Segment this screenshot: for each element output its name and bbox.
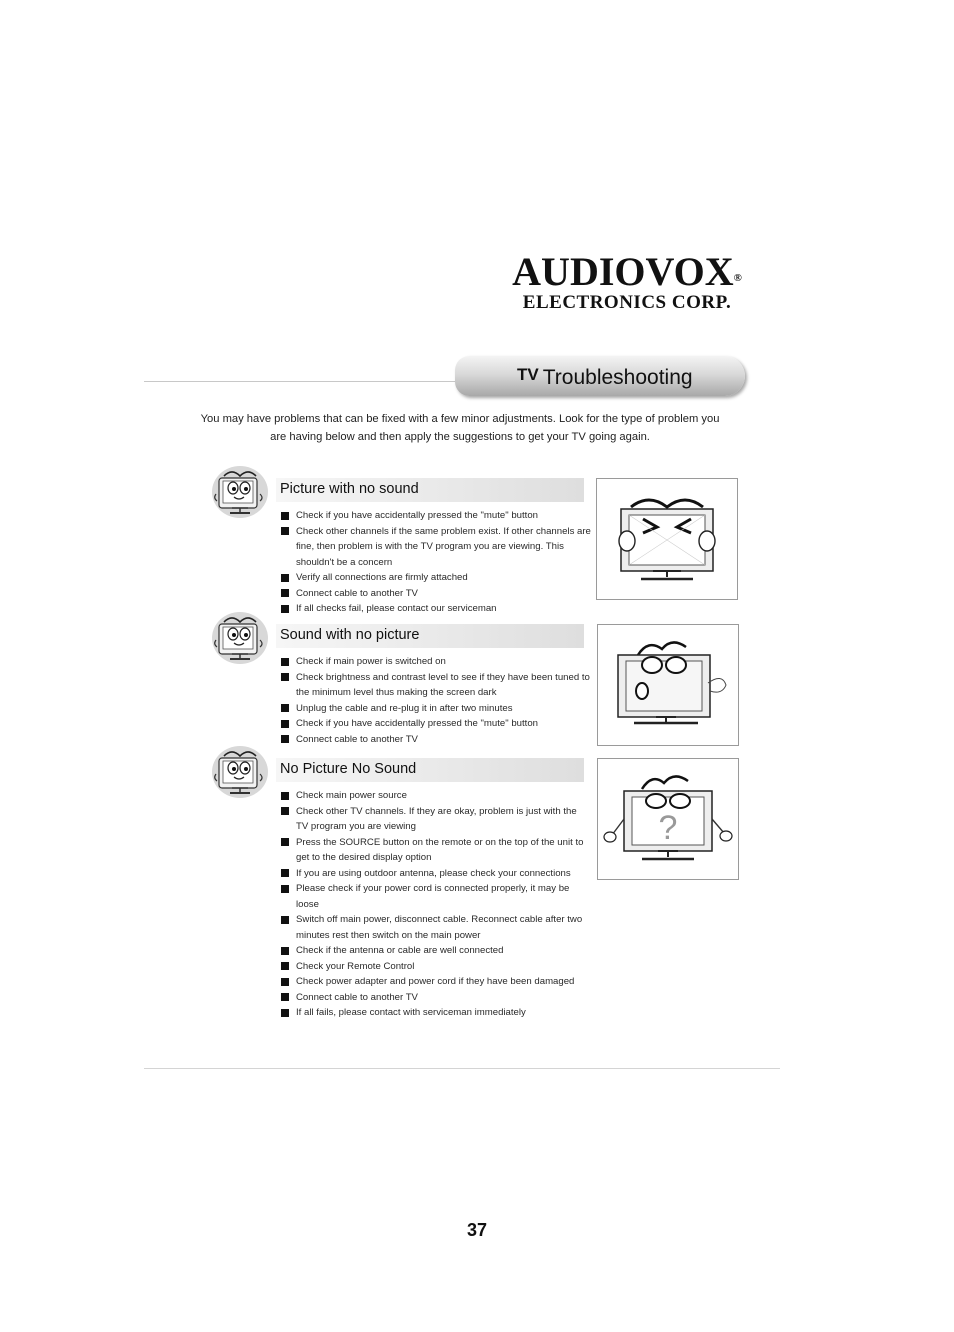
list-item-text: Connect cable to another TV: [296, 991, 418, 1003]
section-header: [276, 758, 584, 782]
top-divider: [144, 381, 464, 382]
bullet-square-icon: [281, 589, 289, 597]
list-item-text: Switch off main power, disconnect cable. Reconnect cable after two minutes rest then switch on the main power: [296, 914, 583, 941]
list-item: [281, 881, 591, 912]
list-item-text: If you are using outdoor antenna, please check your connections: [296, 867, 571, 879]
list-item: [281, 866, 591, 882]
logo-brand-text: AUDIOVOX: [512, 249, 734, 294]
list-item-text: If all checks fail, please contact our serviceman: [296, 603, 497, 614]
list-item-text: Connect cable to another TV: [296, 587, 418, 599]
list-item: [281, 990, 591, 1006]
bottom-divider: [144, 1068, 780, 1069]
list-item-text: If all fails, please contact with serviceman immediately: [296, 1007, 526, 1018]
list-item-text: Check power adapter and power cord if they have been damaged: [296, 976, 575, 987]
list-item-text: Press the SOURCE button on the remote or on the top of the unit to get to the desired display option: [296, 836, 584, 863]
section-header: [276, 478, 584, 502]
list-item-text: Verify all connections are firmly attached: [296, 572, 468, 583]
list-item: [281, 943, 591, 959]
suggestion-list: [281, 508, 591, 617]
list-item-text: Check if main power is switched on: [296, 656, 446, 667]
list-item-text: Check other channels if the same problem exist. If other channels are fine, then problem is with the TV program you are viewing. This shouldn't be a concern: [296, 525, 591, 568]
bullet-square-icon: [281, 1009, 289, 1017]
section-heading: Picture with no sound: [280, 481, 419, 497]
bullet-square-icon: [281, 735, 289, 743]
suggestion-list: [281, 788, 591, 1021]
bullet-square-icon: [281, 574, 289, 582]
bullet-square-icon: [281, 978, 289, 986]
bullet-square-icon: [281, 807, 289, 815]
bullet-square-icon: [281, 704, 289, 712]
list-item: [281, 670, 591, 701]
list-item-text: Connect cable to another TV: [296, 733, 418, 745]
bullet-square-icon: [281, 838, 289, 846]
title-prefix: TV: [517, 365, 539, 384]
bullet-square-icon: [281, 527, 289, 535]
bullet-square-icon: [281, 885, 289, 893]
tv-mascot-icon: [210, 744, 270, 800]
list-item: [281, 508, 591, 524]
bullet-square-icon: [281, 947, 289, 955]
list-item: [281, 835, 591, 866]
tv-question-illustration: [597, 758, 739, 880]
list-item-text: Check main power source: [296, 790, 407, 801]
registered-mark: ®: [733, 272, 742, 284]
bullet-square-icon: [281, 792, 289, 800]
list-item-text: Check if the antenna or cable are well connected: [296, 945, 504, 956]
page-number: 37: [466, 1220, 488, 1240]
audiovox-logo: [512, 249, 742, 314]
list-item: [281, 524, 591, 571]
suggestion-list: [281, 654, 591, 747]
bullet-square-icon: [281, 673, 289, 681]
list-item-text: Check brightness and contrast level to see if they have been tuned to the minimum level thus making the screen dark: [296, 671, 590, 698]
bullet-square-icon: [281, 993, 289, 1001]
list-item-text: Check other TV channels. If they are okay, problem is just with the TV program you are viewing: [296, 805, 577, 832]
tv-mascot-icon: [210, 610, 270, 666]
list-item: [281, 586, 591, 602]
list-item-text: Check if you have accidentally pressed the "mute" button: [296, 510, 538, 521]
list-item: [281, 959, 591, 975]
list-item: [281, 716, 591, 732]
logo-brand: [512, 249, 742, 294]
list-item: [281, 701, 591, 717]
list-item: [281, 912, 591, 943]
bullet-square-icon: [281, 869, 289, 877]
list-item-text: Unplug the cable and re-plug it in after two minutes: [296, 702, 513, 714]
section-heading: Sound with no picture: [280, 627, 420, 643]
list-item: [281, 570, 591, 586]
section-header: [276, 624, 584, 648]
intro-text: You may have problems that can be fixed with a few minor adjustments. Look for the type of problem you are having below and then apply the suggestions to get your TV going again.: [200, 413, 720, 443]
tv-covering-ears-illustration: [596, 478, 738, 600]
bullet-square-icon: [281, 962, 289, 970]
list-item: [281, 974, 591, 990]
tv-dark-screen-illustration: [597, 624, 739, 746]
list-item: [281, 788, 591, 804]
list-item: [281, 1005, 591, 1021]
list-item: [281, 654, 591, 670]
section-title-banner: [455, 356, 745, 396]
bullet-square-icon: [281, 916, 289, 924]
section-heading: No Picture No Sound: [280, 761, 417, 777]
page-title: Troubleshooting: [542, 366, 693, 389]
bullet-square-icon: [281, 658, 289, 666]
list-item-text: Check your Remote Control: [296, 960, 415, 972]
bullet-square-icon: [281, 720, 289, 728]
logo-corp: ELECTRONICS CORP.: [522, 292, 732, 313]
question-mark-text: ?: [658, 809, 678, 847]
list-item: [281, 804, 591, 835]
bullet-square-icon: [281, 512, 289, 520]
tv-mascot-icon: [210, 464, 270, 520]
list-item-text: Check if you have accidentally pressed the "mute" button: [296, 718, 538, 729]
list-item-text: Please check if your power cord is connected properly, it may be loose: [296, 883, 570, 910]
